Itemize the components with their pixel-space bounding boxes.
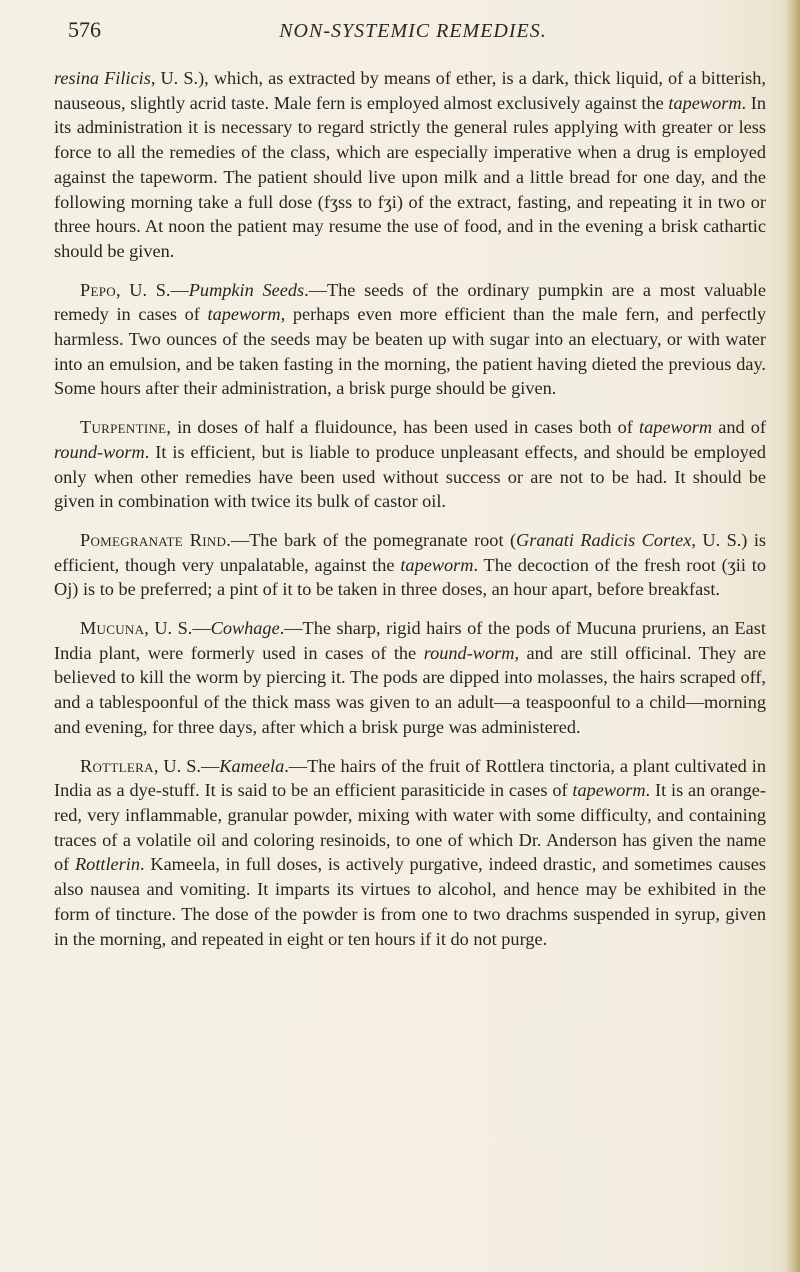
text-run: . Kameela, in full doses, is actively purgative, indeed drastic, and sometimes causes also nausea and vomiting. It imparts its virtues to alcohol, and hence may be exhibited in the form of tincture. The dose of the powder is from one to two drachms suspended in syrup, given in the morning, and repeated in eight or ten hours if it do not purge.: [54, 854, 766, 949]
text-run: , U. S.) is efficient, though very unpalatable, against the: [54, 529, 767, 575]
entry-heading: Turpentine: [80, 417, 167, 438]
paragraph-rottlera: [54, 754, 766, 952]
text-run: . In its administration it is necessary to regard strictly the general rules applying with greater or less force to all the remedies of the class, which are especially imperative when a drug is employed against the tapeworm. The patient should live upon milk and a little bread for one day, and the following morning take a full dose (fʒss to fʒi) of the extract, fasting, and repeating it in two or three hours. At noon the patient may resume the use of food, and in the evening a brisk cathartic should be given.: [54, 92, 766, 261]
text-run: . It is an orange-red, very inflammable, granular powder, mixing with water with some difficulty, and containing traces of a volatile oil and coloring resinoids, to one of which Dr. Anderson has given the name of: [54, 780, 766, 875]
entry-heading: Rottlera: [80, 755, 154, 776]
text-run: . The decoction of the fresh root (ʒii to Oj) is to be preferred; a pint of it to be taken in three doses, an hour apart, before breakfast.: [54, 554, 766, 600]
text-run: , U. S.—: [153, 755, 220, 776]
italic-text: tapeworm: [639, 417, 713, 438]
text-run: , U. S.—: [115, 279, 189, 300]
running-title: NON-SYSTEMIC REMEDIES.: [279, 20, 547, 42]
text-run: , U. S.—: [144, 618, 211, 639]
italic-text: tapeworm: [668, 92, 742, 113]
text-run: , and are still officinal. They are believed to kill the worm by piercing it. The pods are dipped into molasses, the hairs scraped off, and a tablespoonful of the thick mass was given to an adult—a teaspoonful to a child—morning and evening, for three days, after which a brisk purge was administered.: [54, 642, 766, 737]
text-run: .—The seeds of the ordinary pumpkin are a most valuable remedy in cases of: [54, 279, 766, 325]
body-text: [54, 66, 766, 965]
italic-text: Pumpkin Seeds: [188, 279, 305, 300]
italic-text: Rottlerin: [75, 854, 141, 875]
page-edge: [786, 0, 800, 1272]
paragraph-pepo: [54, 278, 766, 402]
text-run: . It is efficient, but is liable to produce unpleasant effects, and should be employed only when other remedies have been used without success or are not to be had. It should be given in combination with twice its bulk of castor oil.: [54, 441, 766, 512]
italic-text: Cowhage: [210, 618, 280, 639]
italic-text: Granati Radicis Cortex: [516, 529, 692, 550]
text-run: and of: [712, 417, 767, 438]
italic-text: round-worm: [54, 441, 145, 462]
entry-heading: Pomegranate Rind: [80, 529, 227, 550]
text-run: , in doses of half a fluidounce, has been used in cases both of: [166, 417, 639, 438]
italic-text: resina Filicis: [54, 68, 151, 88]
italic-text: tapeworm: [400, 554, 474, 575]
italic-text: round-worm: [423, 642, 515, 663]
text-run: .—The bark of the pomegranate root (: [226, 529, 517, 550]
italic-text: tapeworm: [572, 780, 646, 801]
italic-text: Kameela: [219, 755, 285, 776]
paragraph-turpentine: [54, 415, 766, 514]
page-header: [68, 17, 758, 51]
italic-text: tapeworm: [207, 304, 281, 325]
text-run: .—The hairs of the fruit of Rottlera tinctoria, a plant cultivated in India as a dye-stuff. It is said to be an efficient parasiticide in cases of: [54, 755, 766, 801]
text-run: , U. S.), which, as extracted by means of ether, is a dark, thick liquid, of a bitterish, nauseous, slightly acrid taste. Male fern is employed almost exclusively against the: [54, 68, 766, 113]
page-number: 576: [68, 17, 101, 42]
entry-heading: Mucuna: [80, 618, 145, 639]
paragraph-mucuna: [54, 616, 766, 740]
text-run: , perhaps even more efficient than the male fern, and perfectly harmless. Two ounces of the seeds may be beaten up with sugar into an electuary, or with water into an emulsion, and be taken fasting in the morning, the patient having dieted the previous day. Some hours after their administration, a brisk purge should be given.: [54, 304, 767, 399]
text-run: .—The sharp, rigid hairs of the pods of Mucuna pruriens, an East India plant, were formerly used in cases of the: [54, 618, 766, 663]
entry-heading: Pepo: [80, 279, 116, 300]
paragraph-filix-continuation: [54, 66, 766, 264]
paragraph-pomegranate: [54, 528, 766, 602]
